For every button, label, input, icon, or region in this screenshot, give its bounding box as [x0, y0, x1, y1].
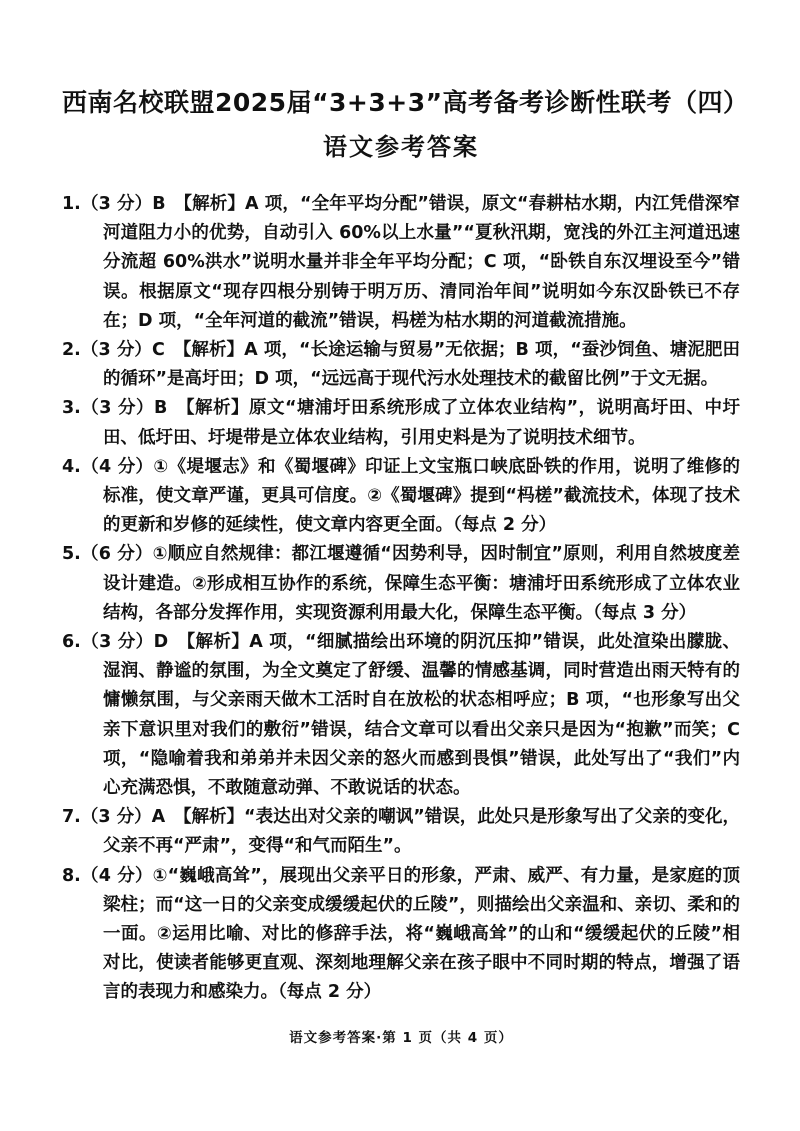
answer-item-7: 7.（3 分）A 【解析】“表达出对父亲的嘲讽”错误，此处只是形象写出了父亲的变化，父亲不再“严肃”，变得“和气而陌生”。 [62, 807, 740, 857]
document-subtitle: 语文参考答案 [323, 133, 479, 161]
answer-item-2: 2.（3 分）C 【解析】A 项，“长途运输与贸易”无依据；B 项，“蚕沙饲鱼、塘泥肥田的循环”是高圩田；D 项，“远远高于现代污水处理技术的截留比例”于文无据。 [62, 340, 740, 390]
answer-item-6: 6.（3 分）D 【解析】A 项，“细腻描绘出环境的阴沉压抑”错误，此处渲染出朦胧、湿润、静谧的氛围，为全文奠定了舒缓、温馨的情感基调，同时营造出雨天特有的慵懒氛围，与父亲雨天做木工活时自在放松的状态相呼应；B 项，“也形象写出父亲下意识里对我们的敷衍”错误，结合文章可以看出父亲只是因为“抱歉”而笑；C 项，“隐喻着我和弟弟并未因父亲的怒火而感到畏惧”错误，此处写出了“我们”内心充满恐惧，不敢随意动弹、不敢说话的状态。 [62, 632, 740, 799]
answers-list [62, 190, 740, 1008]
page-footer: 语文参考答案·第 1 页（共 4 页） [289, 1029, 513, 1046]
answer-item-3: 3.（3 分）B 【解析】原文“塘浦圩田系统形成了立体农业结构”，说明高圩田、中圩田、低圩田、圩堤带是立体农业结构，引用史料是为了说明技术细节。 [62, 398, 740, 448]
document-header [62, 86, 749, 164]
answer-item-5: 5.（6 分）①顺应自然规律：都江堰遵循“因势利导，因时制宜”原则，利用自然坡度差设计建造。②形成相互协作的系统，保障生态平衡：塘浦圩田系统形成了立体农业结构，各部分发挥作用，实现资源利用最大化，保障生态平衡。（每点 3 分） [62, 544, 740, 623]
answer-item-1: 1.（3 分）B 【解析】A 项，“全年平均分配”错误，原文“春耕枯水期，内江凭借深窄河道阻力小的优势，自动引入 60%以上水量”“夏秋汛期，宽浅的外江主河道迅速分流超 60%洪水”说明水量并非全年平均分配；C 项，“卧铁自东汉埋设至今”错误。根据原文“现存四根分别铸于明万历、清同治年间”说明如今东汉卧铁已不存在；D 项，“全年河道的截流”错误，杩槎为枯水期的河道截流措施。 [62, 194, 740, 331]
document-title: 西南名校联盟2025届“3+3+3”高考备考诊断性联考（四） [62, 88, 749, 117]
answer-item-4: 4.（4 分）①《堤堰志》和《蜀堰碑》印证上文宝瓶口峡底卧铁的作用，说明了维修的标准，使文章严谨，更具可信度。②《蜀堰碑》提到“杩槎”截流技术，体现了技术的更新和岁修的延续性，使文章内容更全面。（每点 2 分） [62, 456, 740, 536]
answer-item-8: 8.（4 分）①“巍峨高耸”，展现出父亲平日的形象，严肃、威严、有力量，是家庭的顶梁柱；而“这一日的父亲变成缓缓起伏的丘陵”，则描绘出父亲温和、亲切、柔和的一面。②运用比喻、对比的修辞手法，将“巍峨高耸”的山和“缓缓起伏的丘陵”相对比，使读者能够更直观、深刻地理解父亲在孩子眼中不同时期的特点，增强了语言的表现力和感染力。（每点 2 分） [62, 865, 740, 1003]
